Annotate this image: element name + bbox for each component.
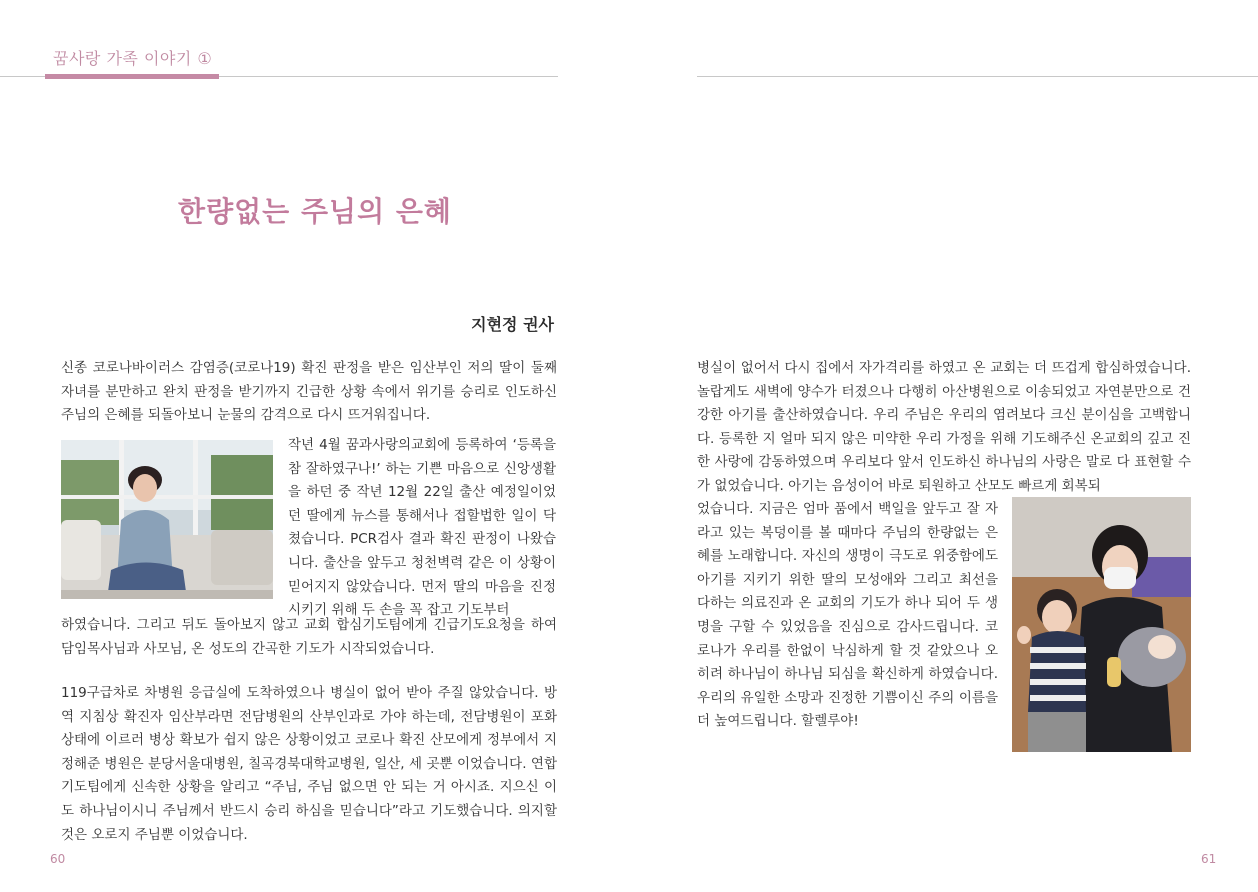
- section-title: 꿈사랑 가족 이야기 ①: [53, 49, 213, 68]
- wrap-paragraph-1: 작년 4월 꿈과사랑의교회에 등록하여 ‘등록을 참 잘하였구나!’ 하는 기쁜 마음으로 신앙생활을 하던 중 작년 12월 22일 출산 예정일이었던 딸에게 뉴스를 통해서나 접할법한 일이 닥쳤습니다. PCR검사 결과 확진 판정이 나왔습니다. 출산을 앞두고 청천벽력 같은 이 상황이 믿어지지 않았습니다. 먼저 딸의 마음을 진정시키기 위해 두 손을 꼭 잡고 기도부터: [288, 437, 556, 619]
- header-rule-right: [697, 76, 1258, 77]
- right-paragraph-top: 병실이 없어서 다시 집에서 자가격리를 하였고 온 교회는 더 뜨겁게 합심하였습니다. 놀랍게도 새벽에 양수가 터졌으나 다행히 아산병원으로 이송되었고 자연분만으로 건강한 아기를 출산하였습니다. 우리 주님은 우리의 염려보다 크신 분이심을 고백합니다. 등록한 지 얼마 되지 않은 미약한 우리 가정을 위해 기도해주신 온교회의 깊고 진한 사랑에 감동하였으며 우리보다 앞서 인도하신 하나님의 사랑은 말로 다 표현할 수가 없었습니다. 아기는 음성이어 바로 퇴원하고 산모도 빠르게 회복되: [697, 360, 1191, 494]
- full-paragraph-1: 하였습니다. 그리고 뒤도 돌아보지 않고 교회 합심기도팀에게 긴급기도요청을 하여 담임목사님과 사모님, 온 성도의 간곡한 기도가 시작되었습니다.: [61, 617, 557, 657]
- intro-paragraph: 신종 코로나바이러스 감염증(코로나19) 확진 판정을 받은 임산부인 저의 딸이 둘째 자녀를 분만하고 완치 판정을 받기까지 긴급한 상황 속에서 위기를 승리로 인도하신 주님의 은혜를 되돌아보니 눈물의 감격으로 다시 뜨거워집니다.: [61, 360, 557, 424]
- header-accent-bar: [45, 74, 219, 79]
- page-number-left: 60: [50, 852, 66, 866]
- article-title: 한량없는 주님의 은혜: [178, 195, 452, 228]
- author-name: 지현정 권사: [471, 315, 554, 334]
- author-photo: [61, 440, 273, 599]
- right-wrap-paragraph: 었습니다. 지금은 엄마 품에서 백일을 앞두고 잘 자라고 있는 복덩이를 볼 때마다 주님의 한량없는 은혜를 노래합니다. 자신의 생명이 극도로 위중함에도 아기를 지키기 위한 딸의 모성애와 그리고 최선을 다하는 의료진과 온 교회의 기도가 하나 되어 두 생명을 구할 수 있었음을 진심으로 감사드립니다. 코로나가 우리를 한없이 낙심하게 할 것 같았으나 오히려 하나님이 하나님 되심을 확신하게 하였습니다. 우리의 유일한 소망과 진정한 기쁨이신 주의 이름을 더 높여드립니다. 할렐루야!: [697, 501, 998, 730]
- family-photo: [1012, 497, 1191, 752]
- family-photo-illustration: [1012, 497, 1191, 752]
- ambulance-paragraph: 119구급차로 차병원 응급실에 도착하였으나 병실이 없어 받아 주질 않았습니다. 방역 지침상 확진자 임산부라면 전담병원의 산부인과로 가야 하는데, 전담병원이 포화상태에 이르러 병상 확보가 쉽지 않은 상황이었고 코로나 확진 산모에게 정부에서 지정해준 병원은 분당서울대병원, 칠곡경북대학교병원, 일산, 세 곳뿐 이었습니다. 연합기도팀에게 신속한 상황을 알리고 “주님, 주님 없으면 안 되는 거 아시죠. 지으신 이도 하나님이시니 주님께서 반드시 승리 하심을 믿습니다”라고 기도했습니다. 의지할 것은 오로지 주님뿐 이었습니다.: [61, 685, 557, 843]
- page-number-right: 61: [1201, 852, 1217, 866]
- author-photo-illustration: [61, 440, 273, 599]
